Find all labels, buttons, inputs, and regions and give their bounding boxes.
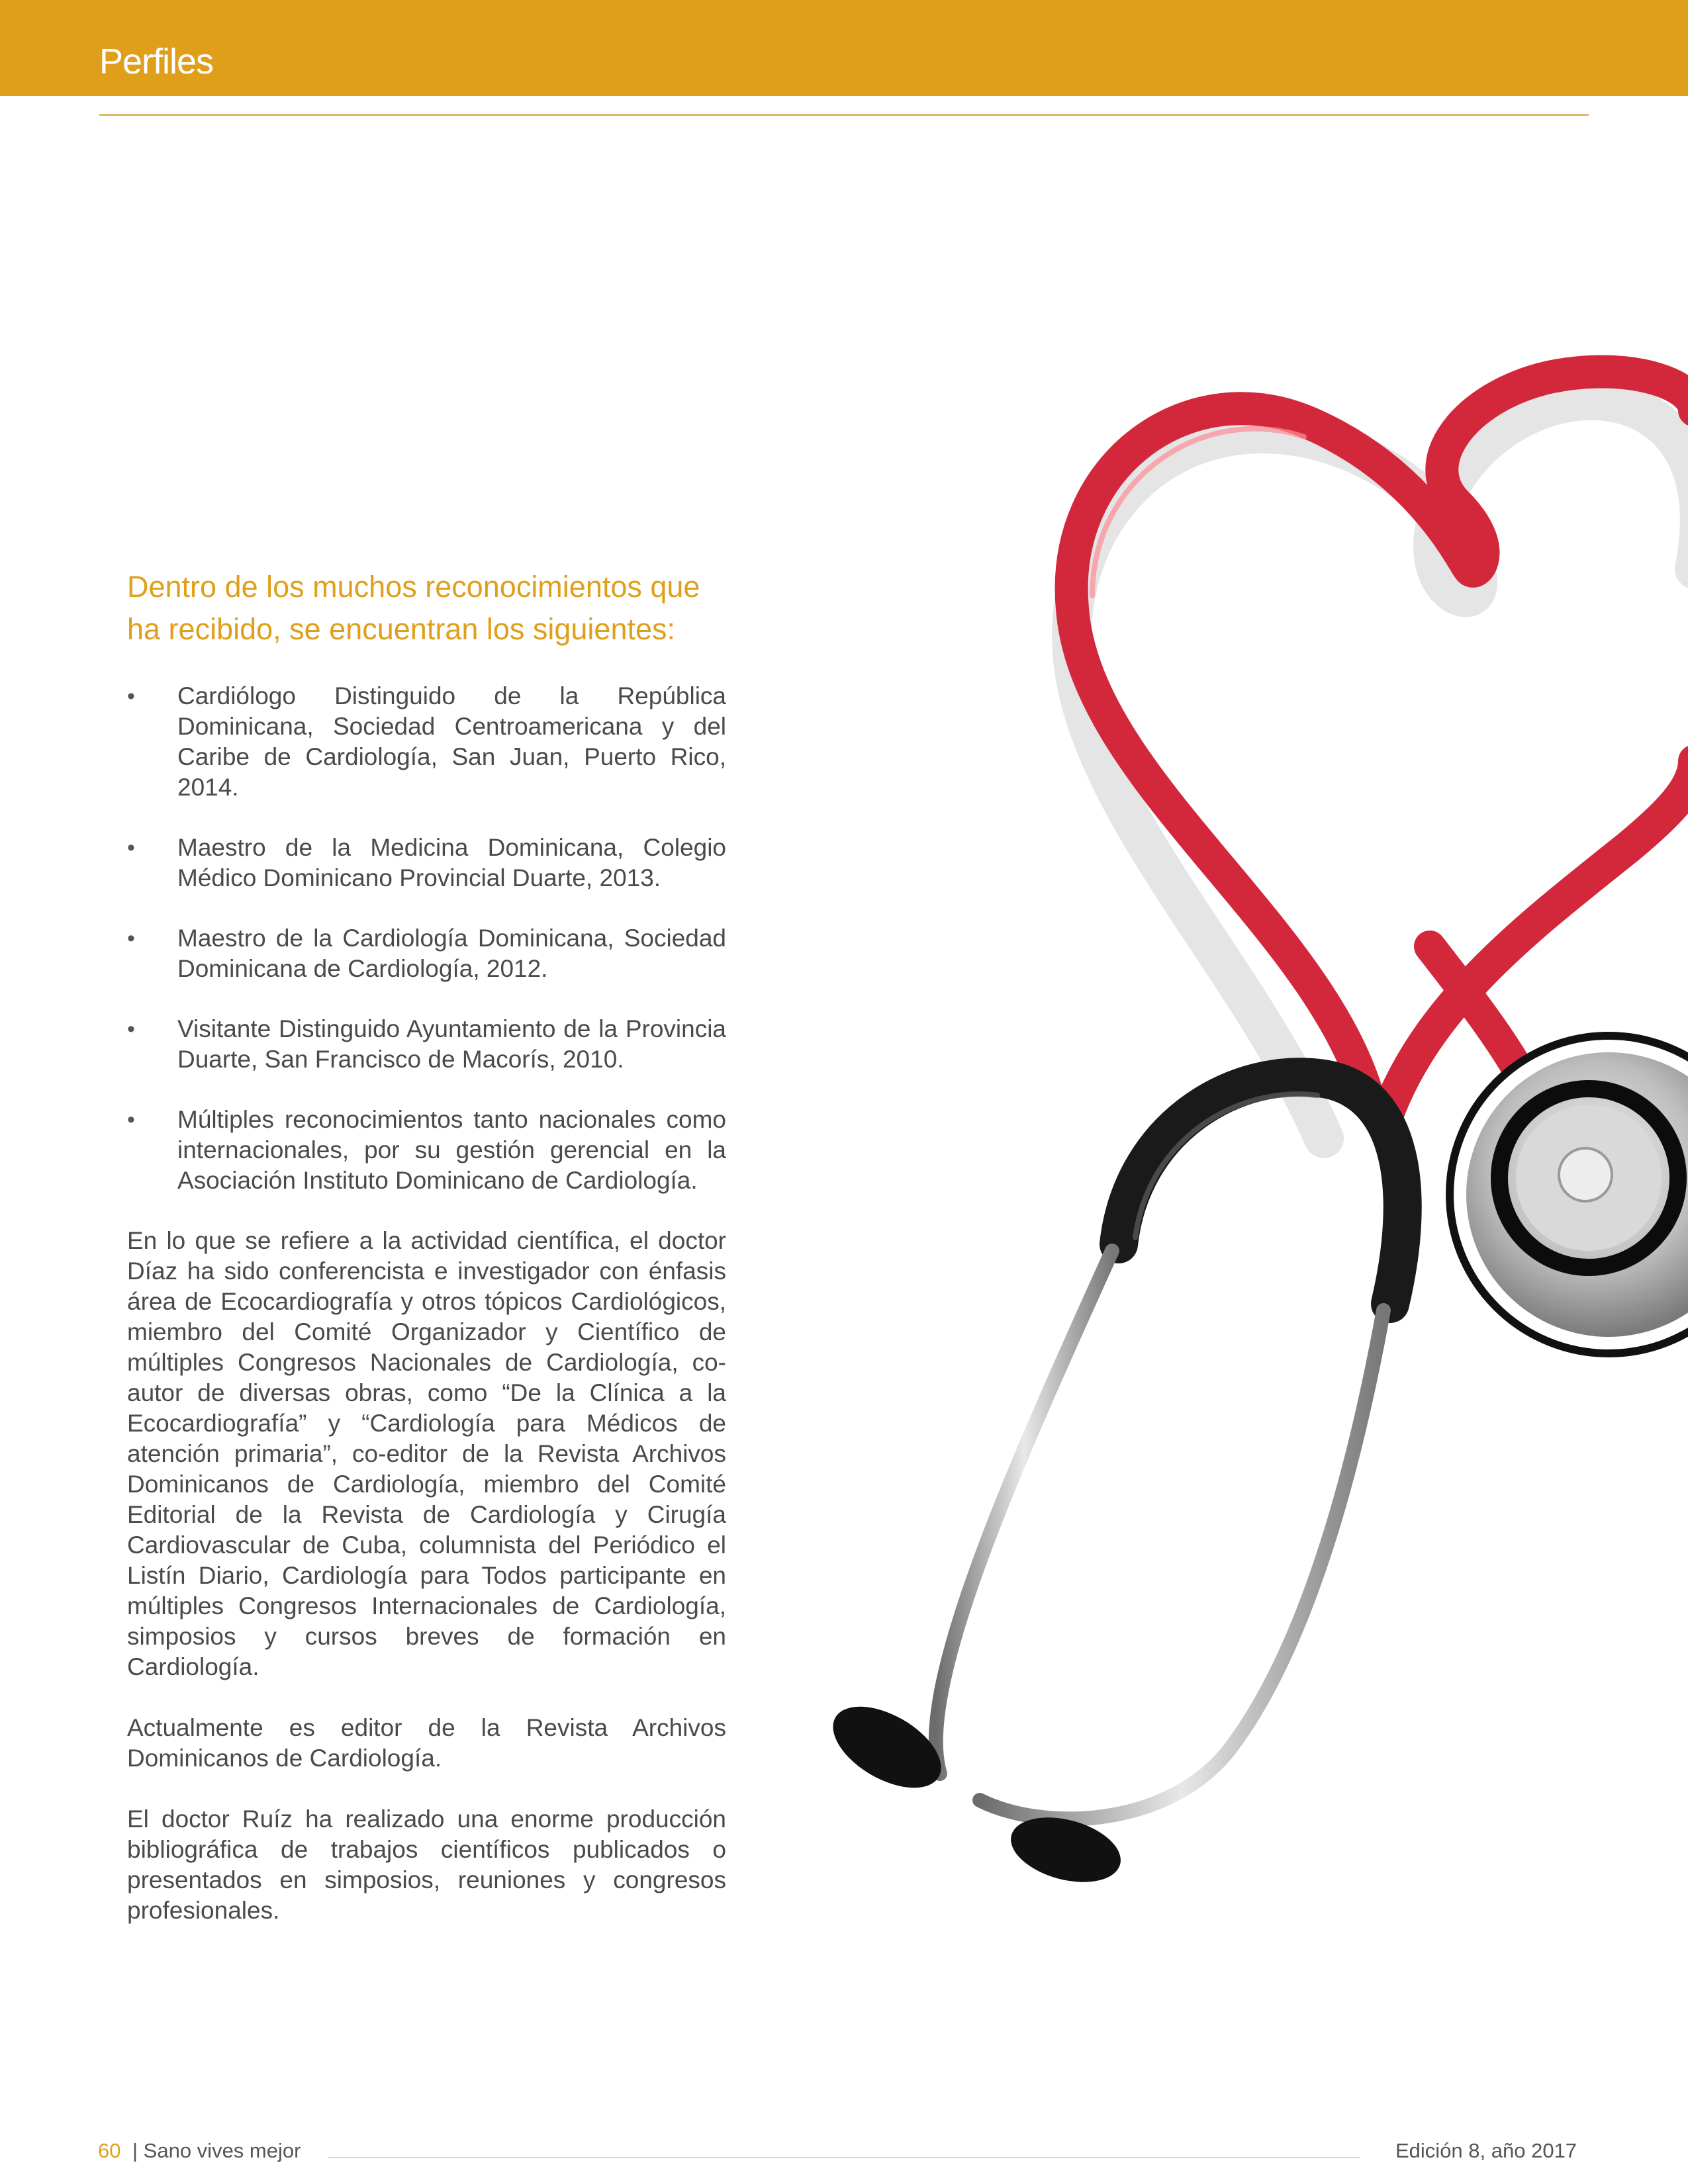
list-item	[127, 681, 726, 803]
list-item	[127, 923, 726, 984]
header-band	[0, 0, 1688, 96]
bullet-icon: •	[127, 1107, 135, 1132]
bullet-icon: •	[127, 926, 135, 951]
edition-label: Edición 8, año 2017	[1395, 2139, 1577, 2162]
page-number: 60	[98, 2139, 121, 2162]
magazine-name: | Sano vives mejor	[132, 2139, 301, 2162]
binaural-right	[980, 1310, 1383, 1819]
section-title: Perfiles	[99, 42, 214, 81]
list-item-text: Visitante Distinguido Ayuntamiento de la Provincia Duarte, San Francisco de Macorís, 2010.	[177, 1015, 726, 1073]
list-item-text: Maestro de la Cardiología Dominicana, Sociedad Dominicana de Cardiología, 2012.	[177, 925, 726, 982]
list-item-text: Múltiples reconocimientos tanto nacionales como internacionales, por su gestión gerencial en la Asociación Instituto Dominicano de Cardiología.	[177, 1106, 726, 1194]
list-item	[127, 833, 726, 893]
heart-shadow	[1072, 400, 1688, 1138]
header-rule	[99, 114, 1589, 116]
list-item	[127, 1014, 726, 1075]
paragraph-production: El doctor Ruíz ha realizado una enorme producción bibliográfica de trabajos científicos publicados o presentados en simposios, reuniones y congresos profesionales.	[127, 1805, 726, 1924]
paragraph-editor: Actualmente es editor de la Revista Archivos Dominicanos de Cardiología.	[127, 1714, 726, 1772]
binaural-left	[936, 1251, 1112, 1774]
list-item-text: Maestro de la Medicina Dominicana, Colegio Médico Dominicano Provincial Duarte, 2013.	[177, 834, 726, 891]
paragraph-scientific-activity: En lo que se refiere a la actividad científica, el doctor Díaz ha sido conferencista e investigador con énfasis área de Ecocardiografía y otros tópicos Cardiológicos, miembro del Comité Organizador y Científico de múltiples Congresos Nacionales de Cardiología, co-autor de diversas obras, como “De la Clínica a la Ecocardiografía” y “Cardiología para Médicos de atención primaria”, co-editor de la Revista Archivos Dominicanos de Cardiología, miembro del Comité Editorial de la Revista de Cardiología y Cirugía Cardiovascular de Cuba, columnista del Periódico el Listín Diario, Cardiología para Todos participante en múltiples Congresos Internacionales de Cardiología, simposios y cursos breves de formación en Cardiología.	[127, 1227, 726, 1680]
article-body	[127, 566, 726, 1956]
footer-rule	[328, 2157, 1360, 2158]
black-tube	[1119, 1077, 1403, 1304]
bullet-icon: •	[127, 835, 135, 860]
heart-stethoscope-illustration	[761, 318, 1688, 1939]
list-item-text: Cardiólogo Distinguido de la República Dominicana, Sociedad Centroamericana y del Caribe de Cardiología, San Juan, Puerto Rico, 2014.	[177, 682, 726, 801]
bullet-icon: •	[127, 684, 135, 709]
list-item	[127, 1105, 726, 1196]
recognitions-list	[127, 681, 726, 1196]
recognitions-intro: Dentro de los muchos reconocimientos que ha recibido, se encuentran los siguientes:	[127, 570, 700, 646]
bullet-icon: •	[127, 1017, 135, 1042]
